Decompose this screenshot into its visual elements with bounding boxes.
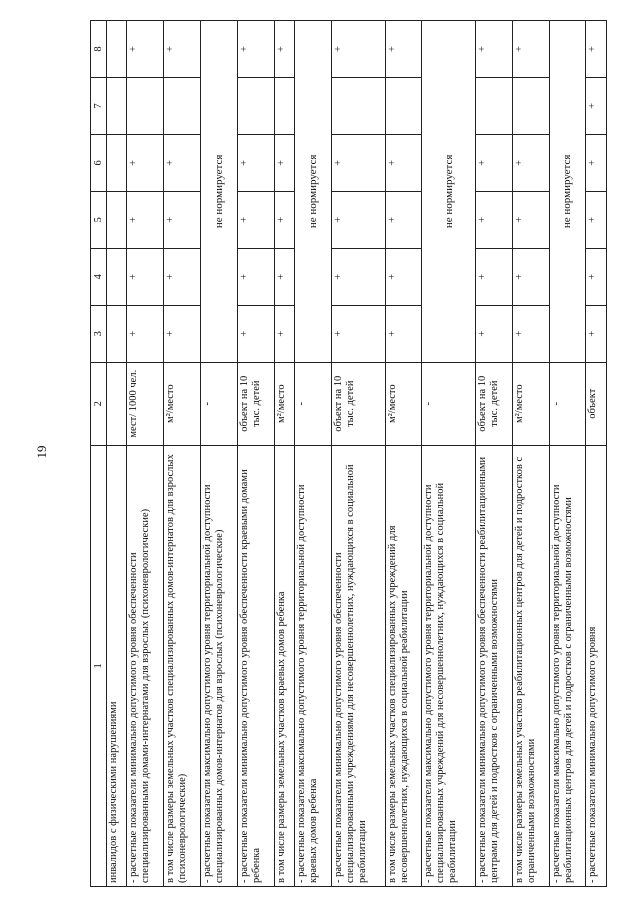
indicator-cell: - расчетные показатели минимально допустимого уровня — [586, 445, 607, 886]
unit-cell: м²/место — [512, 362, 549, 445]
indicator-cell: - расчетные показатели минимально допустимого уровня обеспеченности краевыми домами ребенка — [238, 445, 275, 886]
column-header: 4 — [91, 248, 107, 305]
mark-cell: + — [475, 248, 512, 305]
indicator-cell: - расчетные показатели минимально допустимого уровня обеспеченности специализированными учреждениями для несовершеннолетних, нуждающихся в социальной реабилитации — [332, 445, 385, 886]
mark-cell: + — [127, 305, 164, 362]
mark-cell: + — [238, 134, 275, 191]
mark-cell — [164, 77, 201, 134]
indicator-cell: - расчетные показатели минимально допустимого уровня обеспеченности специализированными домами-интернатами для взрослых (психоневрологические) — [127, 445, 164, 886]
indicator-cell: - расчетные показатели минимально допустимого уровня обеспеченности реабилитационными центрами для детей и подростков с ограниченными возможностями — [475, 445, 512, 886]
table-body — [107, 21, 607, 887]
mark-cell: + — [164, 248, 201, 305]
mark-cell: + — [512, 134, 549, 191]
indicator-cell: - расчетные показатели максимально допустимого уровня территориальной доступности реабилитационных центров для детей и подростков с ограниченными возможностями — [549, 445, 586, 886]
unit-cell: мест/ 1000 чел. — [127, 362, 164, 445]
column-header: 7 — [91, 77, 107, 134]
unit-cell: - — [549, 362, 586, 445]
mark-cell: + — [332, 305, 385, 362]
mark-cell: + — [332, 134, 385, 191]
mark-cell: + — [274, 21, 294, 78]
mark-cell — [475, 77, 512, 134]
mark-cell: + — [385, 305, 422, 362]
mark-cell: + — [385, 21, 422, 78]
column-header: 5 — [91, 191, 107, 248]
unit-cell: - — [295, 362, 332, 445]
unit-cell: м²/место — [385, 362, 422, 445]
mark-cell — [107, 21, 127, 78]
mark-cell: + — [164, 191, 201, 248]
not-regulated-cell: не нормируется — [295, 21, 332, 363]
unit-cell: - — [422, 362, 475, 445]
mark-cell: + — [385, 191, 422, 248]
mark-cell — [238, 77, 275, 134]
table-row — [201, 21, 238, 887]
page-number: 19 — [34, 445, 49, 459]
mark-cell — [107, 134, 127, 191]
table-row — [475, 21, 512, 887]
mark-cell: + — [238, 248, 275, 305]
rotated-table-page — [90, 20, 607, 887]
mark-cell: + — [238, 21, 275, 78]
not-regulated-cell: не нормируется — [549, 21, 586, 363]
table-row — [107, 21, 127, 887]
table-row — [274, 21, 294, 887]
table-row — [164, 21, 201, 887]
unit-cell: - — [201, 362, 238, 445]
mark-cell: + — [164, 134, 201, 191]
unit-cell: объект на 10 тыс. детей — [332, 362, 385, 445]
table-row — [512, 21, 549, 887]
indicator-cell: - расчетные показатели максимально допустимого уровня территориальной доступности специализированных домов-интернатов для взрослых (психоневрологические) — [201, 445, 238, 886]
mark-cell: + — [475, 134, 512, 191]
mark-cell: + — [332, 21, 385, 78]
not-regulated-cell: не нормируется — [201, 21, 238, 363]
unit-cell: объект на 10 тыс. детей — [475, 362, 512, 445]
mark-cell: + — [274, 248, 294, 305]
mark-cell: + — [127, 248, 164, 305]
table-row — [422, 21, 475, 887]
table-row — [127, 21, 164, 887]
mark-cell: + — [332, 248, 385, 305]
mark-cell: + — [332, 191, 385, 248]
mark-cell: + — [475, 191, 512, 248]
mark-cell — [274, 77, 294, 134]
mark-cell: + — [385, 248, 422, 305]
column-header: 6 — [91, 134, 107, 191]
mark-cell: + — [274, 305, 294, 362]
indicator-cell: - расчетные показатели максимально допустимого уровня территориальной доступности специализированных учреждений для несовершеннолетних, нуждающихся в социальной реабилитации — [422, 445, 475, 886]
column-header: 3 — [91, 305, 107, 362]
mark-cell — [107, 77, 127, 134]
mark-cell: + — [586, 191, 607, 248]
mark-cell: + — [274, 134, 294, 191]
not-regulated-cell: не нормируется — [422, 21, 475, 363]
mark-cell — [127, 77, 164, 134]
table-row — [549, 21, 586, 887]
unit-cell — [107, 362, 127, 445]
mark-cell: + — [274, 191, 294, 248]
indicator-cell: в том числе размеры земельных участков специализированных домов-интернатов для взрослых (психоневрологические) — [164, 445, 201, 886]
unit-cell: объект — [586, 362, 607, 445]
mark-cell: + — [586, 248, 607, 305]
mark-cell: + — [586, 21, 607, 78]
column-header: 8 — [91, 21, 107, 78]
mark-cell: + — [586, 305, 607, 362]
mark-cell: + — [512, 305, 549, 362]
table-row — [586, 21, 607, 887]
mark-cell — [107, 305, 127, 362]
mark-cell: + — [512, 248, 549, 305]
unit-cell: м²/место — [164, 362, 201, 445]
mark-cell: + — [238, 305, 275, 362]
table-row — [295, 21, 332, 887]
mark-cell: + — [512, 21, 549, 78]
column-header: 2 — [91, 362, 107, 445]
indicator-cell: инвалидов с физическими нарушениями — [107, 445, 127, 886]
indicator-cell: в том числе размеры земельных участков специализированных учреждений для несовершеннолетних, нуждающихся в социальной реабилитации — [385, 445, 422, 886]
indicator-cell: в том числе размеры земельных участков реабилитационных центров для детей и подростков с ограниченными возможностями — [512, 445, 549, 886]
table-row — [238, 21, 275, 887]
table-row — [385, 21, 422, 887]
unit-cell: м²/место — [274, 362, 294, 445]
norms-table — [90, 20, 607, 887]
table-row — [332, 21, 385, 887]
mark-cell: + — [475, 21, 512, 78]
mark-cell: + — [127, 21, 164, 78]
mark-cell: + — [164, 21, 201, 78]
mark-cell: + — [586, 77, 607, 134]
mark-cell — [512, 77, 549, 134]
mark-cell: + — [127, 191, 164, 248]
indicator-cell: в том числе размеры земельных участков краевых домов ребенка — [274, 445, 294, 886]
mark-cell: + — [164, 305, 201, 362]
mark-cell: + — [385, 134, 422, 191]
indicator-cell: - расчетные показатели максимально допустимого уровня территориальной доступности краевых домов ребенка — [295, 445, 332, 886]
mark-cell: + — [586, 134, 607, 191]
mark-cell — [107, 191, 127, 248]
mark-cell: + — [127, 134, 164, 191]
mark-cell — [107, 248, 127, 305]
mark-cell: + — [238, 191, 275, 248]
mark-cell — [385, 77, 422, 134]
header-row — [91, 21, 107, 887]
mark-cell: + — [512, 191, 549, 248]
column-header: 1 — [91, 445, 107, 886]
mark-cell — [332, 77, 385, 134]
mark-cell: + — [475, 305, 512, 362]
unit-cell: объект на 10 тыс. детей — [238, 362, 275, 445]
